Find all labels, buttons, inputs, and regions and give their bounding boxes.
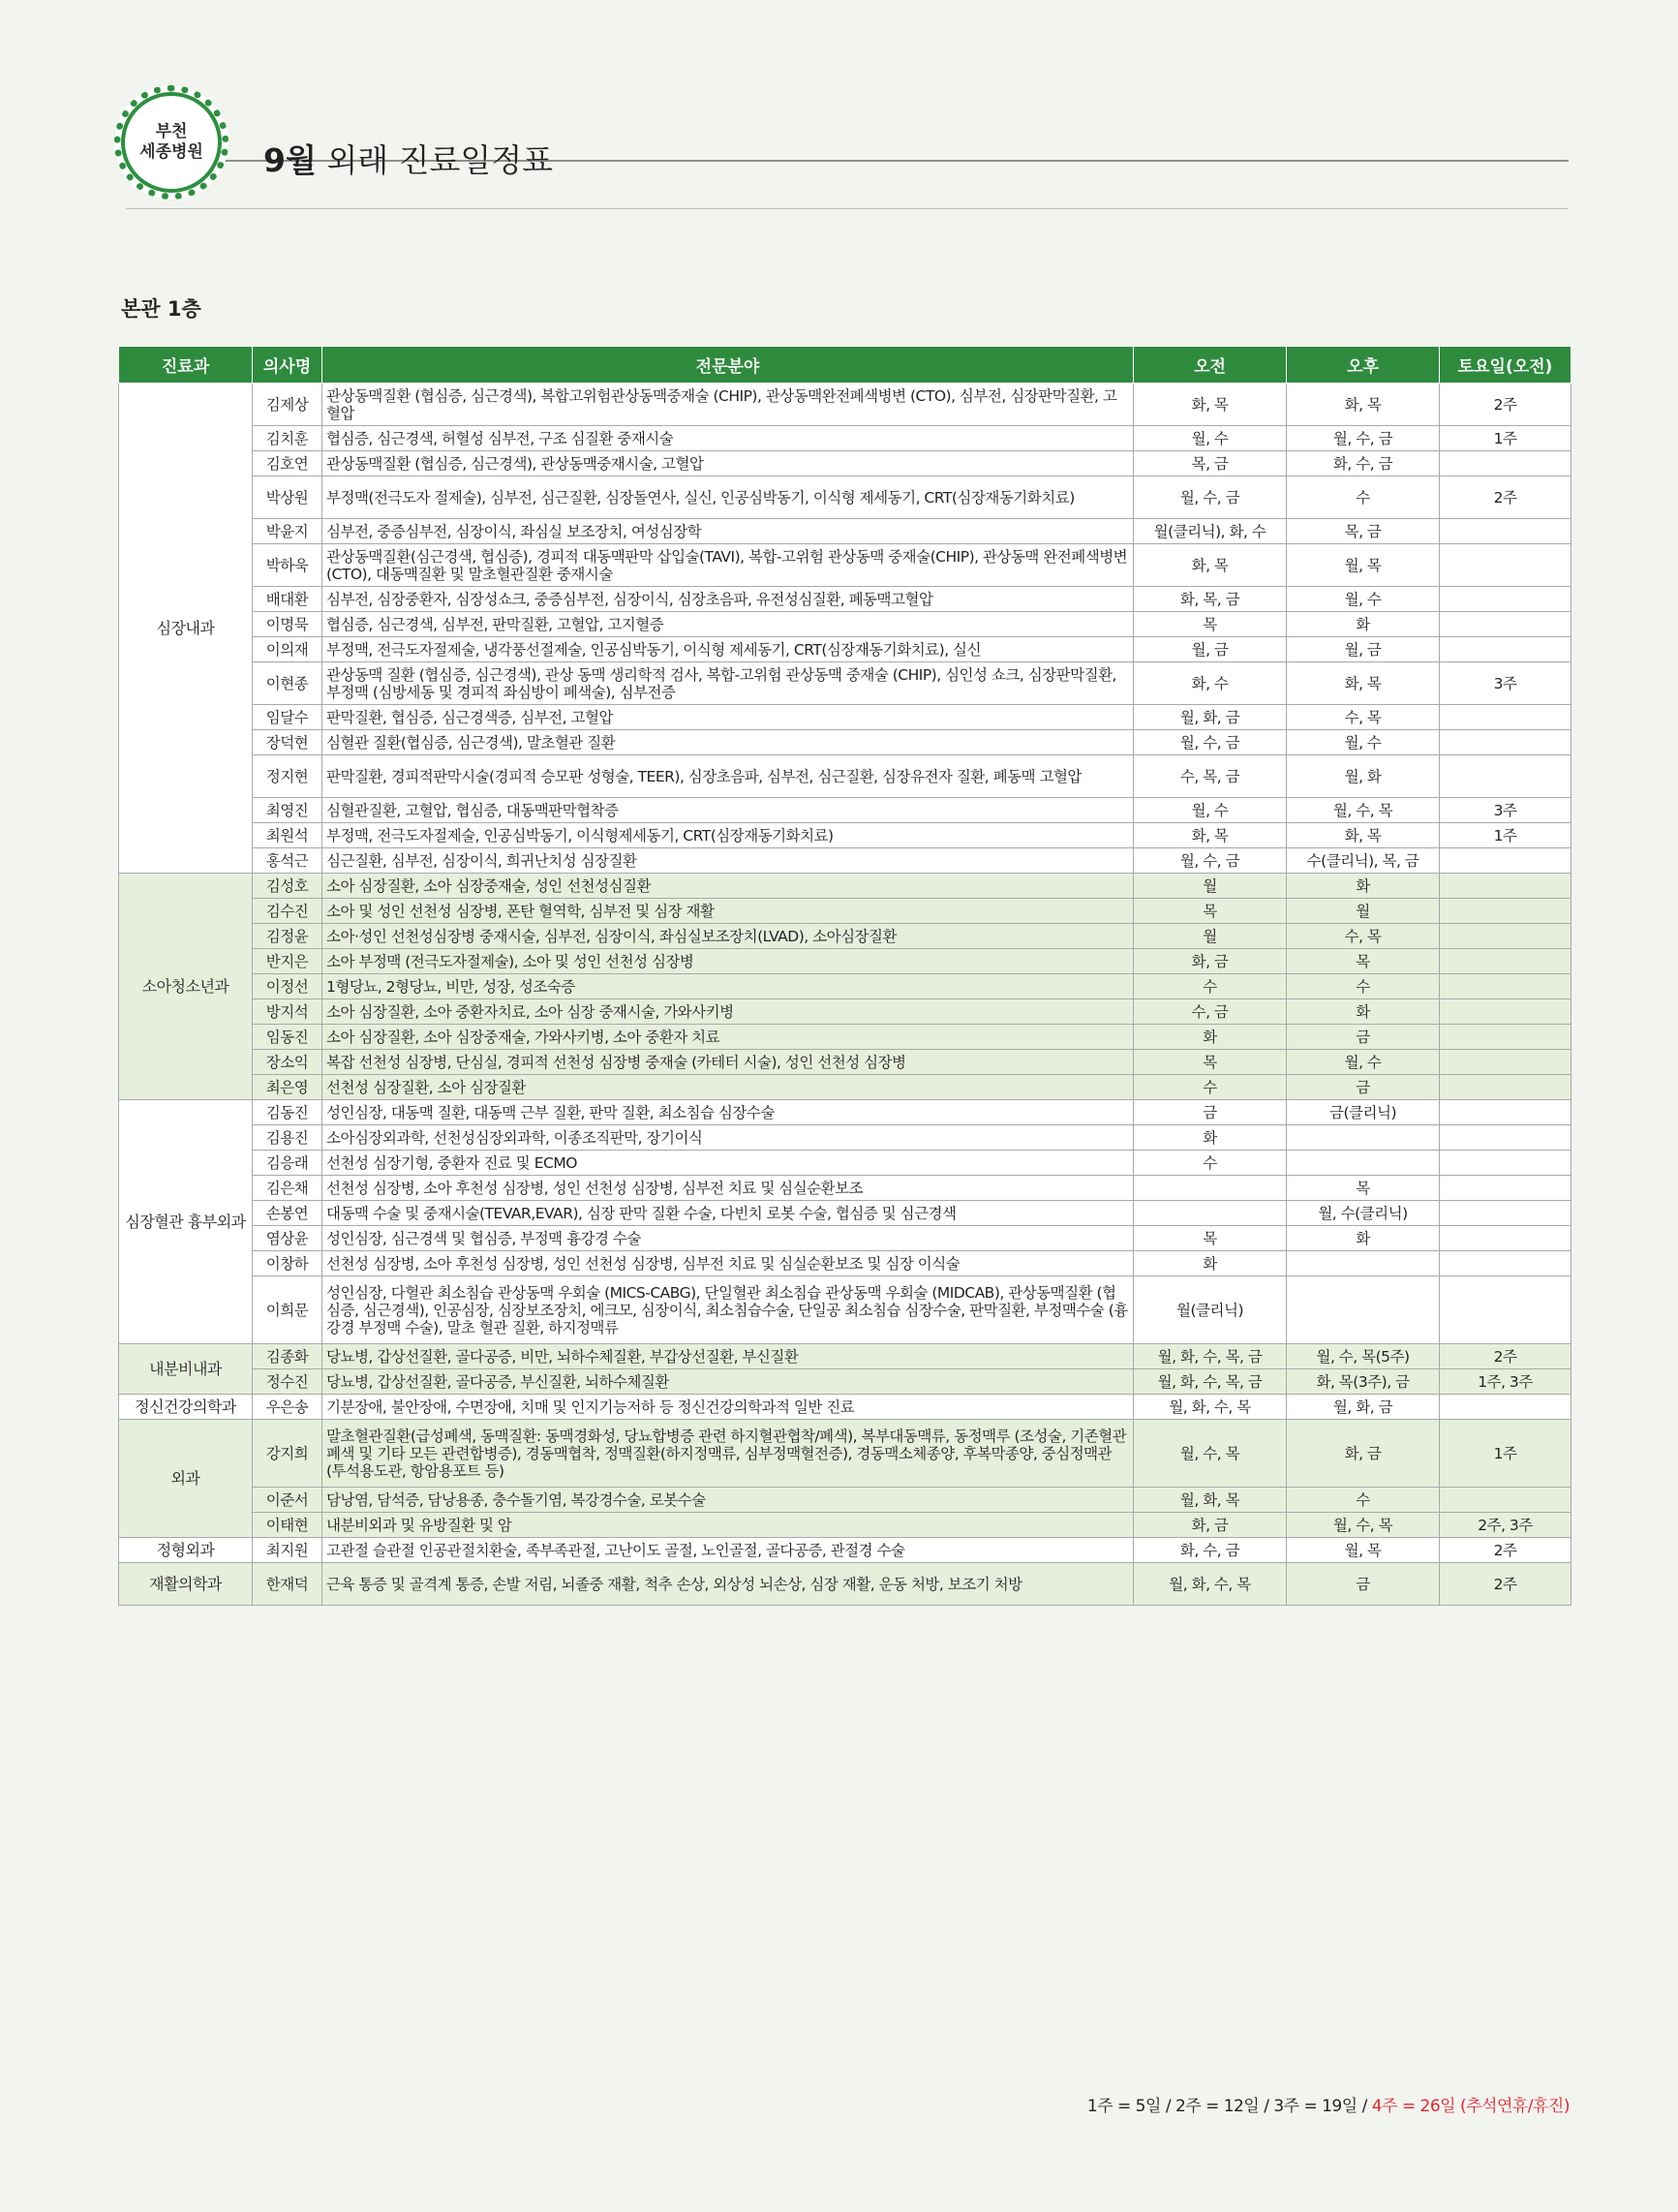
pm-schedule-cell: 수: [1287, 1488, 1440, 1513]
specialty-cell: 소아 심장질환, 소아 중환자치료, 소아 심장 중재시술, 가와사키병: [322, 999, 1134, 1025]
saturday-schedule-cell: [1440, 1176, 1571, 1201]
pm-schedule-cell: 월, 수, 목: [1287, 798, 1440, 823]
page-title: [263, 136, 553, 181]
specialty-cell: 소아 심장질환, 소아 심장중재술, 성인 선천성심질환: [322, 874, 1134, 899]
saturday-schedule-cell: [1440, 451, 1571, 476]
table-row: [119, 662, 1571, 705]
doctor-name-cell: 이현종: [253, 662, 322, 705]
pm-schedule-cell: 화, 수, 금: [1287, 451, 1440, 476]
badge-line1: 부천: [155, 122, 188, 141]
pm-schedule-cell: 월, 수(클리닉): [1287, 1201, 1440, 1226]
pm-schedule-cell: 화, 금: [1287, 1420, 1440, 1488]
am-schedule-cell: 수, 금: [1134, 999, 1287, 1025]
pm-schedule-cell: 월, 금: [1287, 637, 1440, 662]
table-row: [119, 924, 1571, 949]
table-row: [119, 1226, 1571, 1251]
pm-schedule-cell: 월, 수: [1287, 587, 1440, 612]
am-schedule-cell: 월: [1134, 924, 1287, 949]
department-cell: 심장내과: [119, 384, 253, 874]
department-cell: 소아청소년과: [119, 874, 253, 1100]
pm-schedule-cell: 수, 목: [1287, 705, 1440, 730]
pm-schedule-cell: 금: [1287, 1075, 1440, 1100]
pm-schedule-cell: 월, 수, 목: [1287, 1513, 1440, 1538]
saturday-schedule-cell: [1440, 899, 1571, 924]
saturday-schedule-cell: 1주: [1440, 823, 1571, 848]
doctor-name-cell: 김동진: [253, 1100, 322, 1125]
doctor-name-cell: 박윤지: [253, 519, 322, 544]
specialty-cell: 성인심장, 심근경색 및 협심증, 부정맥 흉강경 수술: [322, 1226, 1134, 1251]
saturday-schedule-cell: [1440, 730, 1571, 755]
saturday-schedule-cell: [1440, 1151, 1571, 1176]
pm-schedule-cell: 수(클리닉), 목, 금: [1287, 848, 1440, 874]
specialty-cell: 1형당뇨, 2형당뇨, 비만, 성장, 성조숙증: [322, 974, 1134, 999]
specialty-cell: 부정맥(전극도자 절제술), 심부전, 심근질환, 심장돌연사, 실신, 인공심박동기, 이식형 제세동기, CRT(심장재동기화치료): [322, 476, 1134, 519]
table-row: [119, 451, 1571, 476]
specialty-cell: 부정맥, 전극도자절제술, 인공심박동기, 이식형제세동기, CRT(심장재동기화치료): [322, 823, 1134, 848]
pm-schedule-cell: 수: [1287, 476, 1440, 519]
col-header-dept: 진료과: [119, 347, 253, 384]
col-header-doctor: 의사명: [253, 347, 322, 384]
pm-schedule-cell: 금: [1287, 1025, 1440, 1050]
am-schedule-cell: 화: [1134, 1125, 1287, 1151]
am-schedule-cell: 화, 금: [1134, 949, 1287, 974]
doctor-name-cell: 홍석근: [253, 848, 322, 874]
doctor-name-cell: 박상원: [253, 476, 322, 519]
am-schedule-cell: 월(클리닉): [1134, 1276, 1287, 1344]
table-row: [119, 384, 1571, 426]
pm-schedule-cell: 목, 금: [1287, 519, 1440, 544]
am-schedule-cell: 수: [1134, 974, 1287, 999]
doctor-name-cell: 강지희: [253, 1420, 322, 1488]
am-schedule-cell: 화: [1134, 1251, 1287, 1276]
pm-schedule-cell: [1287, 1151, 1440, 1176]
am-schedule-cell: 월, 수: [1134, 798, 1287, 823]
saturday-schedule-cell: [1440, 848, 1571, 874]
schedule-body: [119, 384, 1571, 1606]
doctor-name-cell: 김호연: [253, 451, 322, 476]
saturday-schedule-cell: 1주: [1440, 426, 1571, 451]
table-row: [119, 1513, 1571, 1538]
doctor-name-cell: 최은영: [253, 1075, 322, 1100]
am-schedule-cell: [1134, 1201, 1287, 1226]
am-schedule-cell: 목: [1134, 1226, 1287, 1251]
doctor-name-cell: 최지원: [253, 1538, 322, 1563]
doctor-name-cell: 박하욱: [253, 544, 322, 587]
saturday-schedule-cell: [1440, 1201, 1571, 1226]
saturday-schedule-cell: [1440, 544, 1571, 587]
department-cell: 정형외과: [119, 1538, 253, 1563]
am-schedule-cell: 월, 화, 수, 목: [1134, 1563, 1287, 1606]
table-row: [119, 1488, 1571, 1513]
title-text: 외래 진료일정표: [316, 141, 553, 179]
doctor-name-cell: 김치훈: [253, 426, 322, 451]
am-schedule-cell: 화, 수: [1134, 662, 1287, 705]
pm-schedule-cell: 월, 수: [1287, 1050, 1440, 1075]
table-row: [119, 755, 1571, 798]
table-row: [119, 1395, 1571, 1420]
pm-schedule-cell: 화: [1287, 1226, 1440, 1251]
table-row: [119, 1201, 1571, 1226]
table-row: [119, 1251, 1571, 1276]
table-row: [119, 637, 1571, 662]
col-header-am: 오전: [1134, 347, 1287, 384]
specialty-cell: 심혈관질환, 고혈압, 협심증, 대동맥판막협착증: [322, 798, 1134, 823]
specialty-cell: 선천성 심장병, 소아 후천성 심장병, 성인 선천성 심장병, 심부전 치료 및 심실순환보조: [322, 1176, 1134, 1201]
specialty-cell: 내분비외과 및 유방질환 및 암: [322, 1513, 1134, 1538]
table-row: [119, 612, 1571, 637]
doctor-name-cell: 우은송: [253, 1395, 322, 1420]
pm-schedule-cell: 월, 목: [1287, 1538, 1440, 1563]
doctor-name-cell: 김용진: [253, 1125, 322, 1151]
week-legend: [1087, 2092, 1570, 2116]
section-heading: 본관 1층: [121, 297, 201, 321]
doctor-name-cell: 이명묵: [253, 612, 322, 637]
table-row: [119, 848, 1571, 874]
saturday-schedule-cell: [1440, 1025, 1571, 1050]
table-row: [119, 1050, 1571, 1075]
am-schedule-cell: 화, 금: [1134, 1513, 1287, 1538]
pm-schedule-cell: 목: [1287, 1176, 1440, 1201]
doctor-name-cell: 임달수: [253, 705, 322, 730]
pm-schedule-cell: 월, 화, 금: [1287, 1395, 1440, 1420]
am-schedule-cell: 수, 목, 금: [1134, 755, 1287, 798]
doctor-name-cell: 최원석: [253, 823, 322, 848]
table-row: [119, 1369, 1571, 1395]
pm-schedule-cell: 화: [1287, 612, 1440, 637]
table-row: [119, 1100, 1571, 1125]
saturday-schedule-cell: [1440, 1226, 1571, 1251]
am-schedule-cell: 월: [1134, 874, 1287, 899]
table-row: [119, 1563, 1571, 1606]
am-schedule-cell: 수: [1134, 1151, 1287, 1176]
table-row: [119, 1344, 1571, 1369]
pm-schedule-cell: 월, 수, 금: [1287, 426, 1440, 451]
table-row: [119, 519, 1571, 544]
specialty-cell: 판막질환, 경피적판막시술(경피적 승모판 성형술, TEER), 심장초음파, 심부전, 심근질환, 심장유전자 질환, 폐동맥 고혈압: [322, 755, 1134, 798]
table-row: [119, 823, 1571, 848]
pm-schedule-cell: 금: [1287, 1563, 1440, 1606]
table-row: [119, 730, 1571, 755]
table-row: [119, 544, 1571, 587]
legend-normal: 1주 = 5일 / 2주 = 12일 / 3주 = 19일 /: [1086, 2097, 1372, 2116]
specialty-cell: 고관절 슬관절 인공관절치환술, 족부족관절, 고난이도 골절, 노인골절, 골다공증, 관절경 수술: [322, 1538, 1134, 1563]
pm-schedule-cell: 월: [1287, 899, 1440, 924]
department-cell: 심장혈관 흉부외과: [119, 1100, 253, 1344]
specialty-cell: 협심증, 심근경색, 심부전, 판막질환, 고혈압, 고지혈증: [322, 612, 1134, 637]
doctor-name-cell: 김응래: [253, 1151, 322, 1176]
saturday-schedule-cell: 2주: [1440, 1344, 1571, 1369]
am-schedule-cell: 화: [1134, 1025, 1287, 1050]
specialty-cell: 심부전, 심장중환자, 심장성쇼크, 중증심부전, 심장이식, 심장초음파, 유전성심질환, 폐동맥고혈압: [322, 587, 1134, 612]
saturday-schedule-cell: 3주: [1440, 798, 1571, 823]
table-row: [119, 899, 1571, 924]
saturday-schedule-cell: [1440, 874, 1571, 899]
saturday-schedule-cell: [1440, 949, 1571, 974]
doctor-name-cell: 이준서: [253, 1488, 322, 1513]
department-cell: 재활의학과: [119, 1563, 253, 1606]
specialty-cell: 말초혈관질환(급성폐색, 동맥질환: 동맥경화성, 당뇨합병증 관련 하지혈관협착/폐색), 복부대동맥류, 동정맥루 (조성술, 기존혈관폐색 및 기타 모든 관련합병증), 경동맥협착, 정맥질환(하지정맥류, 심부정맥혈전증), 경동맥소체종양, 후복막종양, 중심정맥관(투석용도관, 항암용포트 등): [322, 1420, 1134, 1488]
specialty-cell: 근육 통증 및 골격계 통증, 손발 저림, 뇌졸중 재활, 척추 손상, 외상성 뇌손상, 심장 재활, 운동 처방, 보조기 처방: [322, 1563, 1134, 1606]
pm-schedule-cell: 화, 목(3주), 금: [1287, 1369, 1440, 1395]
doctor-name-cell: 이의재: [253, 637, 322, 662]
table-row: [119, 426, 1571, 451]
specialty-cell: 기분장애, 불안장애, 수면장애, 치매 및 인지기능저하 등 정신건강의학과적 일반 진료: [322, 1395, 1134, 1420]
saturday-schedule-cell: 2주: [1440, 1538, 1571, 1563]
department-cell: 내분비내과: [119, 1344, 253, 1395]
department-cell: 외과: [119, 1420, 253, 1538]
pm-schedule-cell: [1287, 1251, 1440, 1276]
am-schedule-cell: 화, 목: [1134, 544, 1287, 587]
saturday-schedule-cell: [1440, 1251, 1571, 1276]
saturday-schedule-cell: 1주, 3주: [1440, 1369, 1571, 1395]
doctor-name-cell: 김제상: [253, 384, 322, 426]
specialty-cell: 소아 부정맥 (전극도자절제술), 소아 및 성인 선천성 심장병: [322, 949, 1134, 974]
am-schedule-cell: 화, 목: [1134, 823, 1287, 848]
specialty-cell: 선천성 심장기형, 중환자 진료 및 ECMO: [322, 1151, 1134, 1176]
header-rule-lower: [126, 208, 1569, 209]
doctor-name-cell: 이희문: [253, 1276, 322, 1344]
pm-schedule-cell: 월, 목: [1287, 544, 1440, 587]
specialty-cell: 심근질환, 심부전, 심장이식, 희귀난치성 심장질환: [322, 848, 1134, 874]
table-row: [119, 999, 1571, 1025]
doctor-name-cell: 반지은: [253, 949, 322, 974]
specialty-cell: 당뇨병, 갑상선질환, 골다공증, 비만, 뇌하수체질환, 부갑상선질환, 부신질환: [322, 1344, 1134, 1369]
saturday-schedule-cell: [1440, 705, 1571, 730]
specialty-cell: 당뇨병, 갑상선질환, 골다공증, 부신질환, 뇌하수체질환: [322, 1369, 1134, 1395]
pm-schedule-cell: 화, 목: [1287, 384, 1440, 426]
specialty-cell: 협심증, 심근경색, 허혈성 심부전, 구조 심질환 중재시술: [322, 426, 1134, 451]
am-schedule-cell: 월, 수, 목: [1134, 1420, 1287, 1488]
schedule-table: [118, 346, 1571, 1606]
doctor-name-cell: 김종화: [253, 1344, 322, 1369]
am-schedule-cell: 월, 수, 금: [1134, 848, 1287, 874]
col-header-pm: 오후: [1287, 347, 1440, 384]
table-row: [119, 1125, 1571, 1151]
am-schedule-cell: 수: [1134, 1075, 1287, 1100]
am-schedule-cell: 화, 목: [1134, 384, 1287, 426]
saturday-schedule-cell: [1440, 1050, 1571, 1075]
saturday-schedule-cell: [1440, 1125, 1571, 1151]
am-schedule-cell: 월, 화, 수, 목, 금: [1134, 1369, 1287, 1395]
pm-schedule-cell: 화, 목: [1287, 662, 1440, 705]
table-header-row: [119, 347, 1571, 384]
specialty-cell: 담낭염, 담석증, 담낭용종, 충수돌기염, 복강경수술, 로봇수술: [322, 1488, 1134, 1513]
doctor-name-cell: 김정윤: [253, 924, 322, 949]
saturday-schedule-cell: [1440, 637, 1571, 662]
table-row: [119, 476, 1571, 519]
table-row: [119, 1025, 1571, 1050]
doctor-name-cell: 임동진: [253, 1025, 322, 1050]
specialty-cell: 관상동맥 질환 (협심증, 심근경색), 관상 동맥 생리학적 검사, 복합-고위험 관상동맥 중재술 (CHIP), 심인성 쇼크, 심장판막질환, 부정맥 (심방세동 및 경피적 좌심방이 폐색술), 심부전증: [322, 662, 1134, 705]
doctor-name-cell: 김성호: [253, 874, 322, 899]
badge-line2: 세종병원: [139, 142, 203, 162]
pm-schedule-cell: 수, 목: [1287, 924, 1440, 949]
saturday-schedule-cell: [1440, 924, 1571, 949]
pm-schedule-cell: 목: [1287, 949, 1440, 974]
doctor-name-cell: 장덕현: [253, 730, 322, 755]
pm-schedule-cell: 화: [1287, 874, 1440, 899]
table-row: [119, 974, 1571, 999]
specialty-cell: 심부전, 중증심부전, 심장이식, 좌심실 보조장치, 여성심장학: [322, 519, 1134, 544]
am-schedule-cell: 월, 화, 수, 목: [1134, 1395, 1287, 1420]
am-schedule-cell: 목: [1134, 899, 1287, 924]
specialty-cell: 소아 및 성인 선천성 심장병, 폰탄 혈역학, 심부전 및 심장 재활: [322, 899, 1134, 924]
saturday-schedule-cell: 2주: [1440, 1563, 1571, 1606]
am-schedule-cell: [1134, 1176, 1287, 1201]
legend-highlight: 4주 = 26일 (추석연휴/휴진): [1371, 2097, 1570, 2116]
doctor-name-cell: 염상윤: [253, 1226, 322, 1251]
saturday-schedule-cell: [1440, 1075, 1571, 1100]
saturday-schedule-cell: 2주, 3주: [1440, 1513, 1571, 1538]
table-row: [119, 1075, 1571, 1100]
table-row: [119, 949, 1571, 974]
am-schedule-cell: 목: [1134, 1050, 1287, 1075]
specialty-cell: 성인심장, 다혈관 최소침습 관상동맥 우회술 (MICS-CABG), 단일혈관 최소침습 관상동맥 우회술 (MIDCAB), 관상동맥질환 (협심증, 심근경색), 인공심장, 심장보조장치, 에크모, 심장이식, 최소침습수술, 단일공 최소침습 심장수술, 판막질환, 부정맥수술 (흉강경 부정맥 수술), 말초 혈관 질환, 하지정맥류: [322, 1276, 1134, 1344]
table-row: [119, 1538, 1571, 1563]
doctor-name-cell: 정수진: [253, 1369, 322, 1395]
saturday-schedule-cell: [1440, 1395, 1571, 1420]
pm-schedule-cell: 월, 수, 목(5주): [1287, 1344, 1440, 1369]
specialty-cell: 선천성 심장질환, 소아 심장질환: [322, 1075, 1134, 1100]
am-schedule-cell: 월, 수, 금: [1134, 476, 1287, 519]
doctor-name-cell: 최영진: [253, 798, 322, 823]
saturday-schedule-cell: [1440, 1276, 1571, 1344]
table-row: [119, 1176, 1571, 1201]
hospital-badge-logo: [114, 85, 229, 200]
saturday-schedule-cell: [1440, 1100, 1571, 1125]
specialty-cell: 복잡 선천성 심장병, 단심실, 경피적 선천성 심장병 중재술 (카테터 시술), 성인 선천성 심장병: [322, 1050, 1134, 1075]
saturday-schedule-cell: [1440, 519, 1571, 544]
am-schedule-cell: 금: [1134, 1100, 1287, 1125]
doctor-name-cell: 정지현: [253, 755, 322, 798]
table-row: [119, 798, 1571, 823]
doctor-name-cell: 한재덕: [253, 1563, 322, 1606]
specialty-cell: 소아 심장질환, 소아 심장중재술, 가와사키병, 소아 중환자 치료: [322, 1025, 1134, 1050]
specialty-cell: 관상동맥질환 (협심증, 심근경색), 관상동맥중재시술, 고혈압: [322, 451, 1134, 476]
saturday-schedule-cell: [1440, 974, 1571, 999]
pm-schedule-cell: 화: [1287, 999, 1440, 1025]
am-schedule-cell: 월(클리닉), 화, 수: [1134, 519, 1287, 544]
doctor-name-cell: 배대환: [253, 587, 322, 612]
table-row: [119, 705, 1571, 730]
doctor-name-cell: 김은채: [253, 1176, 322, 1201]
doctor-name-cell: 손봉연: [253, 1201, 322, 1226]
table-row: [119, 1420, 1571, 1488]
saturday-schedule-cell: [1440, 999, 1571, 1025]
table-row: [119, 1151, 1571, 1176]
pm-schedule-cell: [1287, 1276, 1440, 1344]
title-month: 9월: [263, 141, 317, 179]
saturday-schedule-cell: 1주: [1440, 1420, 1571, 1488]
col-header-saturday: 토요일(오전): [1440, 347, 1571, 384]
col-header-specialty: 전문분야: [322, 347, 1134, 384]
am-schedule-cell: 화, 목, 금: [1134, 587, 1287, 612]
specialty-cell: 관상동맥질환 (협심증, 심근경색), 복합고위험관상동맥중재술 (CHIP), 관상동맥완전폐색병변 (CTO), 심부전, 심장판막질환, 고혈압: [322, 384, 1134, 426]
saturday-schedule-cell: 2주: [1440, 476, 1571, 519]
specialty-cell: 소아·성인 선천성심장병 중재시술, 심부전, 심장이식, 좌심실보조장치(LVAD), 소아심장질환: [322, 924, 1134, 949]
saturday-schedule-cell: 2주: [1440, 384, 1571, 426]
am-schedule-cell: 목: [1134, 612, 1287, 637]
am-schedule-cell: 월, 화, 목: [1134, 1488, 1287, 1513]
doctor-name-cell: 이태현: [253, 1513, 322, 1538]
specialty-cell: 심혈관 질환(협심증, 심근경색), 말초혈관 질환: [322, 730, 1134, 755]
doctor-name-cell: 이정선: [253, 974, 322, 999]
saturday-schedule-cell: [1440, 1488, 1571, 1513]
am-schedule-cell: 월, 수: [1134, 426, 1287, 451]
doctor-name-cell: 이창하: [253, 1251, 322, 1276]
specialty-cell: 판막질환, 협심증, 심근경색증, 심부전, 고혈압: [322, 705, 1134, 730]
pm-schedule-cell: 월, 수: [1287, 730, 1440, 755]
table-row: [119, 874, 1571, 899]
doctor-name-cell: 방지석: [253, 999, 322, 1025]
pm-schedule-cell: 화, 목: [1287, 823, 1440, 848]
specialty-cell: 관상동맥질환(심근경색, 협심증), 경피적 대동맥판막 삽입술(TAVI), 복합-고위험 관상동맥 중재술(CHIP), 관상동맥 완전폐색병변(CTO), 대동맥질환 및 말초혈관질환 중재시술: [322, 544, 1134, 587]
doctor-name-cell: 장소익: [253, 1050, 322, 1075]
am-schedule-cell: 월, 화, 금: [1134, 705, 1287, 730]
pm-schedule-cell: 금(클리닉): [1287, 1100, 1440, 1125]
saturday-schedule-cell: [1440, 587, 1571, 612]
pm-schedule-cell: [1287, 1125, 1440, 1151]
saturday-schedule-cell: [1440, 612, 1571, 637]
am-schedule-cell: 목, 금: [1134, 451, 1287, 476]
saturday-schedule-cell: [1440, 755, 1571, 798]
doctor-name-cell: 김수진: [253, 899, 322, 924]
saturday-schedule-cell: 3주: [1440, 662, 1571, 705]
am-schedule-cell: 월, 수, 금: [1134, 730, 1287, 755]
specialty-cell: 선천성 심장병, 소아 후천성 심장병, 성인 선천성 심장병, 심부전 치료 및 심실순환보조 및 심장 이식술: [322, 1251, 1134, 1276]
am-schedule-cell: 월, 금: [1134, 637, 1287, 662]
specialty-cell: 소아심장외과학, 선천성심장외과학, 이종조직판막, 장기이식: [322, 1125, 1134, 1151]
am-schedule-cell: 화, 수, 금: [1134, 1538, 1287, 1563]
table-row: [119, 587, 1571, 612]
pm-schedule-cell: 월, 화: [1287, 755, 1440, 798]
pm-schedule-cell: 수: [1287, 974, 1440, 999]
table-row: [119, 1276, 1571, 1344]
specialty-cell: 부정맥, 전극도자절제술, 냉각풍선절제술, 인공심박동기, 이식형 제세동기, CRT(심장재동기화치료), 실신: [322, 637, 1134, 662]
am-schedule-cell: 월, 화, 수, 목, 금: [1134, 1344, 1287, 1369]
specialty-cell: 성인심장, 대동맥 질환, 대동맥 근부 질환, 판막 질환, 최소침습 심장수술: [322, 1100, 1134, 1125]
department-cell: 정신건강의학과: [119, 1395, 253, 1420]
specialty-cell: 대동맥 수술 및 중재시술(TEVAR,EVAR), 심장 판막 질환 수술, 다빈치 로봇 수술, 협심증 및 심근경색: [322, 1201, 1134, 1226]
